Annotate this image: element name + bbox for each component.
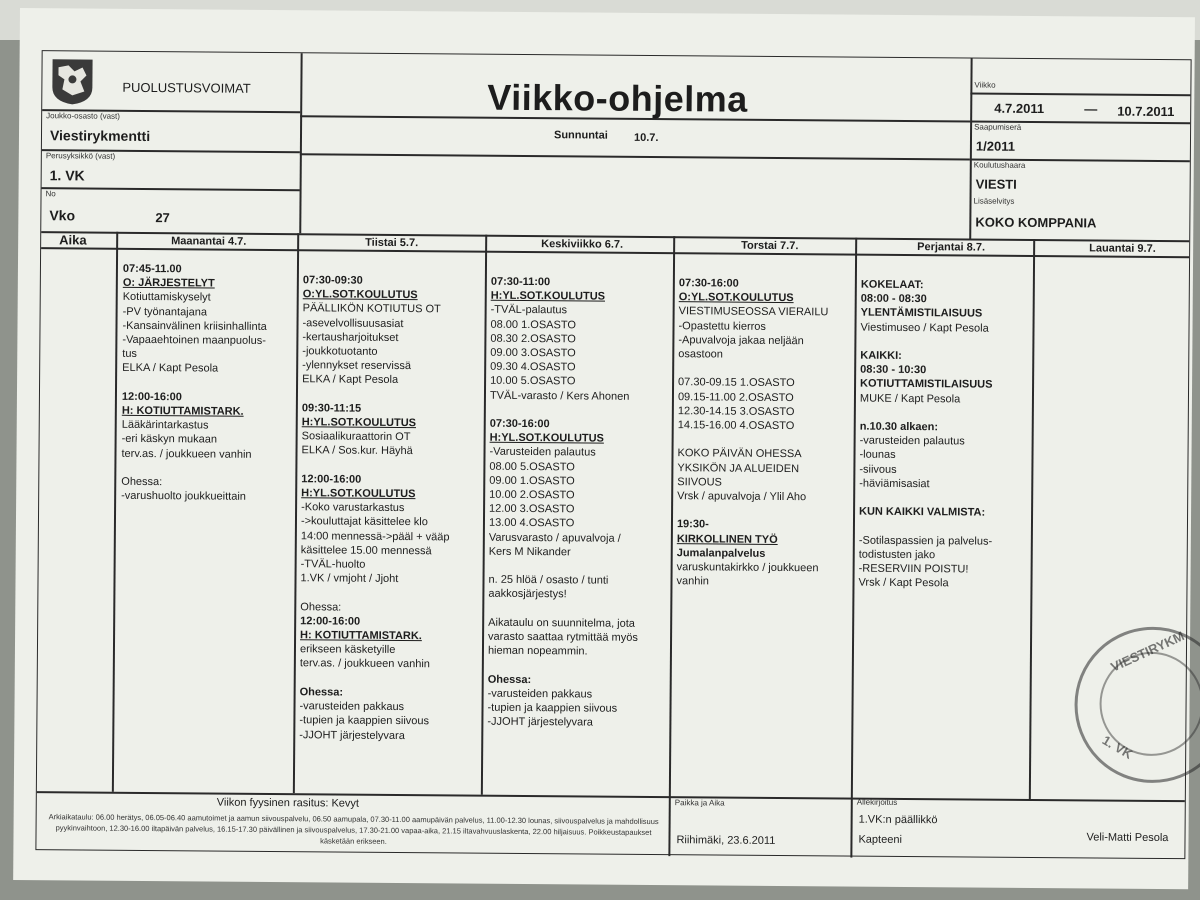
schedule-line: varuskuntakirkko / joukkueen bbox=[676, 561, 819, 575]
schedule-line: -Kansainvälinen kriisinhallinta bbox=[122, 319, 267, 333]
schedule-line: -varusteiden pakkaus bbox=[487, 687, 593, 701]
thursday-column bbox=[676, 276, 828, 590]
schedule-line: -Sotilaspassien ja palvelus- bbox=[858, 534, 993, 548]
schedule-line: Ohessa: bbox=[299, 686, 344, 699]
schedule-line: terv.as. / joukkueen vanhin bbox=[299, 657, 430, 671]
schedule-line bbox=[490, 403, 640, 418]
schedule-line: -siivous bbox=[859, 463, 897, 476]
divider bbox=[970, 92, 1190, 95]
schedule-line: 12.00 3.OSASTO bbox=[489, 502, 575, 516]
schedule-line: 09.00 3.OSASTO bbox=[490, 346, 576, 360]
schedule-line: -varusteiden palautus bbox=[859, 434, 965, 448]
schedule-line: -TVÄL-palautus bbox=[490, 304, 568, 317]
monday-column bbox=[121, 262, 267, 505]
schedule-line bbox=[860, 405, 993, 420]
day-header-wednesday: Keskiviikko 6.7. bbox=[541, 238, 624, 251]
tuesday-column bbox=[299, 273, 451, 743]
divider bbox=[850, 238, 856, 858]
schedule-line: KOTIUTTAMISTILAISUUS bbox=[860, 378, 993, 392]
week-number: 27 bbox=[155, 210, 170, 226]
schedule-line: n. 25 hlöä / osasto / tunti bbox=[488, 573, 609, 587]
schedule-line: 07:30-09:30 bbox=[302, 274, 363, 287]
signer-title: 1.VK:n päällikkö bbox=[858, 813, 938, 827]
week-label: Vko bbox=[49, 207, 76, 224]
schedule-line: varasto saattaa rytmittää myös bbox=[488, 630, 638, 644]
schedule-line: VIESTIMUSEOSSA VIERAILU bbox=[678, 305, 829, 319]
schedule-line bbox=[301, 458, 450, 473]
schedule-line: YLENTÄMISTILAISUUS bbox=[860, 307, 983, 320]
schedule-line: 07:30-11:00 bbox=[490, 275, 551, 289]
physical-load: Viikon fyysinen rasitus: Kevyt bbox=[216, 796, 360, 810]
schedule-line: -asevelvollisuusasiat bbox=[302, 316, 404, 330]
schedule-line: 09.15-11.00 2.OSASTO bbox=[677, 390, 794, 404]
schedule-line: KIRKOLLINEN TYÖ bbox=[676, 532, 778, 546]
schedule-line: KUN KAIKKI VALMISTA: bbox=[859, 505, 986, 519]
divider bbox=[37, 791, 1185, 802]
week-caption: Viikko bbox=[974, 80, 996, 90]
schedule-line: tus bbox=[122, 348, 138, 361]
day-header-monday: Maanantai 4.7. bbox=[171, 235, 247, 248]
schedule-line: -JJOHT järjestelyvara bbox=[299, 728, 405, 742]
schedule-line bbox=[122, 375, 266, 390]
schedule-line: erikseen käsketyille bbox=[299, 643, 396, 657]
sunday-date: 10.7. bbox=[633, 131, 659, 145]
schedule-line: vanhin bbox=[676, 575, 709, 588]
stamp-text: 1. VK bbox=[1099, 732, 1136, 762]
schedule-line: H:YL.SOT.KOULUTUS bbox=[489, 431, 604, 445]
schedule-line: H:YL.SOT.KOULUTUS bbox=[490, 289, 606, 303]
sender-caption: Saapumiserä bbox=[974, 122, 1022, 132]
schedule-line bbox=[302, 387, 451, 402]
schedule-line: KOKELAAT: bbox=[860, 278, 924, 292]
schedule-line: ELKA / Kapt Pesola bbox=[302, 373, 399, 387]
wednesday-column bbox=[487, 275, 640, 731]
week-start-date: 4.7.2011 bbox=[994, 100, 1045, 117]
lion-crest-icon bbox=[50, 57, 94, 105]
schedule-line: hieman nopeammin. bbox=[487, 644, 588, 658]
schedule-line: 08:00 - 08:30 bbox=[860, 292, 927, 306]
schedule-line: -Opastettu kierros bbox=[678, 319, 766, 333]
schedule-line: Ohessa: bbox=[487, 673, 532, 686]
time-header: Aika bbox=[59, 232, 87, 248]
schedule-line: 08.00 5.OSASTO bbox=[489, 460, 575, 474]
day-header-friday: Perjantai 8.7. bbox=[917, 241, 986, 254]
page-title: Viikko-ohjelma bbox=[487, 76, 748, 120]
schedule-line: -Apuvalvoja jakaa neljään bbox=[678, 333, 804, 347]
schedule-line: O:YL.SOT.KOULUTUS bbox=[302, 288, 418, 302]
schedule-line: -Koko varustarkastus bbox=[301, 501, 405, 515]
schedule-line: osastoon bbox=[678, 348, 724, 361]
daily-routine: Arkiaikataulu: 06.00 herätys, 06.05-06.40 aamutoimet ja aamun siivouspalvelu, 06.50 aamupala, 07.30-11.00 aamupäivän palvelus, 11.00-12.30 lounas, siivouspalvelus ja mahdollisuus pyykinvaihtoon, 12.30-16.00 iltapäivän palvelus, 16.15-17.30 päivällinen ja siivouspalvelus, 17.30-21.00 vapaa-aika, 21.15 iltavahvuuslaskenta, 22.00 hiljaisuus. Poikkeustapaukset käsketään erikseen. bbox=[48, 812, 659, 846]
signature-caption: Allekirjoitus bbox=[856, 797, 898, 807]
schedule-line: PÄÄLLIKÖN KOTIUTUS OT bbox=[302, 302, 441, 316]
schedule-line: 08:30 - 10:30 bbox=[860, 363, 927, 377]
schedule-line: -TVÄL-huolto bbox=[300, 558, 366, 571]
schedule-line: 07.30-09.15 1.OSASTO bbox=[678, 376, 795, 390]
schedule-line: 19:30- bbox=[676, 518, 709, 531]
schedule-line: 12:00-16:00 bbox=[301, 473, 362, 486]
extra-caption: Lisäselvitys bbox=[973, 196, 1015, 206]
schedule-line: Varusvarasto / apuvalvoja / bbox=[488, 531, 621, 545]
schedule-line: -tupien ja kaappien siivous bbox=[487, 701, 618, 715]
schedule-line: Jumalanpalvelus bbox=[676, 547, 766, 560]
schedule-line: todistusten jako bbox=[858, 548, 936, 562]
schedule-line: -varushuolto joukkueittain bbox=[121, 490, 246, 504]
schedule-line: -häviämisasiat bbox=[859, 477, 930, 491]
schedule-line: -joukkotuotanto bbox=[302, 345, 378, 358]
document-number: 1/2011 bbox=[975, 138, 1016, 154]
schedule-line: H:YL.SOT.KOULUTUS bbox=[301, 416, 417, 430]
schedule-line bbox=[488, 658, 638, 673]
place-date: Riihimäki, 23.6.2011 bbox=[676, 834, 776, 847]
place-caption: Paikka ja Aika bbox=[674, 798, 725, 808]
schedule-line: -RESERVIIN POISTU! bbox=[858, 562, 969, 576]
divider bbox=[481, 235, 487, 795]
subunit-value: 1. VK bbox=[49, 167, 85, 184]
schedule-line bbox=[121, 461, 265, 476]
schedule-line: H: KOTIUTTAMISTARK. bbox=[300, 629, 422, 643]
schedule-line: -Varusteiden palautus bbox=[489, 446, 596, 459]
organization-name: PUOLUSTUSVOIMAT bbox=[122, 79, 251, 96]
divider bbox=[300, 153, 970, 160]
schedule-line bbox=[859, 519, 992, 534]
divider bbox=[668, 236, 674, 856]
schedule-line: H:YL.SOT.KOULUTUS bbox=[301, 487, 416, 501]
branch-value: VIESTI bbox=[975, 176, 1017, 192]
schedule-line: 09.00 1.OSASTO bbox=[489, 474, 575, 488]
branch-caption: Koulutushaara bbox=[973, 160, 1026, 170]
day-header-saturday: Lauantai 9.7. bbox=[1089, 242, 1156, 255]
schedule-line: ->kouluttajat käsittelee klo bbox=[300, 515, 428, 529]
extra-value: KOKO KOMPPANIA bbox=[975, 214, 1097, 231]
unit-value: Viestirykmentti bbox=[49, 127, 151, 145]
number-caption: No bbox=[45, 189, 56, 199]
schedule-line bbox=[300, 671, 449, 686]
schedule-line: 10.00 2.OSASTO bbox=[489, 488, 575, 502]
schedule-line: -PV työnantajana bbox=[122, 305, 208, 319]
divider bbox=[293, 233, 299, 793]
sunday-label: Sunnuntai bbox=[553, 129, 608, 142]
signer-rank: Kapteeni bbox=[858, 833, 902, 846]
schedule-line: aakkosjärjestys! bbox=[488, 588, 567, 601]
stamp-text: VIESTIRYKM bbox=[1108, 628, 1187, 675]
date-separator: — bbox=[1084, 101, 1098, 117]
schedule-line bbox=[677, 503, 827, 518]
schedule-line: -lounas bbox=[859, 449, 896, 462]
divider bbox=[1029, 239, 1035, 799]
schedule-line: -eri käskyn mukaan bbox=[121, 433, 218, 446]
schedule-line: -Vapaaehtoinen maanpuolus- bbox=[122, 333, 266, 347]
week-end-date: 10.7.2011 bbox=[1117, 103, 1175, 120]
divider bbox=[969, 58, 972, 238]
schedule-line: 10.00 5.OSASTO bbox=[490, 375, 576, 388]
schedule-line bbox=[300, 586, 449, 601]
schedule-line: n.10.30 alkaen: bbox=[859, 420, 939, 434]
schedule-line: -ylennykset reservissä bbox=[302, 359, 412, 373]
schedule-line bbox=[678, 432, 828, 447]
schedule-line: 12:00-16:00 bbox=[300, 615, 361, 628]
schedule-line: Vrsk / apuvalvoja / Ylil Aho bbox=[677, 490, 807, 504]
schedule-line bbox=[859, 491, 992, 506]
schedule-line bbox=[488, 601, 638, 616]
schedule-line: MUKE / Kapt Pesola bbox=[859, 392, 961, 406]
weekly-schedule-form bbox=[35, 50, 1191, 859]
day-header-tuesday: Tiistai 5.7. bbox=[365, 236, 419, 250]
schedule-line: 08.30 2.OSASTO bbox=[490, 332, 576, 346]
schedule-line: terv.as. / joukkueen vanhin bbox=[121, 447, 252, 461]
schedule-line: 07:45-11.00 bbox=[122, 262, 182, 276]
schedule-line: 09:30-11:15 bbox=[301, 402, 362, 415]
schedule-line: Viestimuseo / Kapt Pesola bbox=[860, 321, 989, 335]
schedule-line bbox=[678, 361, 828, 376]
friday-column bbox=[858, 278, 994, 592]
schedule-line: 07:30-16:00 bbox=[489, 417, 550, 431]
schedule-line: O: JÄRJESTELYT bbox=[122, 277, 215, 290]
schedule-line bbox=[489, 559, 639, 574]
schedule-line: TVÄL-varasto / Kers Ahonen bbox=[489, 389, 630, 403]
divider bbox=[112, 232, 118, 792]
schedule-line: 14.15-16.00 4.OSASTO bbox=[677, 419, 795, 433]
schedule-line: 08.00 1.OSASTO bbox=[490, 318, 576, 331]
schedule-line: Aikataulu on suunnitelma, jota bbox=[488, 616, 635, 630]
schedule-line: -kertausharjoitukset bbox=[302, 331, 399, 344]
schedule-line: 09.30 4.OSASTO bbox=[490, 360, 576, 374]
subunit-caption: Perusyksikkö (vast) bbox=[45, 151, 116, 161]
signer-name: Veli-Matti Pesola bbox=[1086, 831, 1169, 845]
schedule-line: käsittelee 15.00 mennessä bbox=[300, 544, 432, 558]
day-header-thursday: Torstai 7.7. bbox=[741, 239, 799, 253]
schedule-line: SIIVOUS bbox=[677, 476, 722, 489]
schedule-line: KAIKKI: bbox=[860, 349, 902, 362]
schedule-line: 1.VK / vmjoht / Jjoht bbox=[300, 572, 399, 586]
divider bbox=[299, 53, 302, 233]
schedule-line: YKSIKÖN JA ALUEIDEN bbox=[677, 461, 800, 475]
divider bbox=[42, 187, 300, 191]
schedule-line bbox=[860, 334, 993, 349]
schedule-line: 13.00 4.OSASTO bbox=[488, 517, 575, 530]
schedule-line: -JJOHT järjestelyvara bbox=[487, 715, 593, 729]
schedule-line: 12:00-16:00 bbox=[121, 390, 182, 404]
schedule-line: 12.30-14.15 3.OSASTO bbox=[677, 405, 795, 418]
schedule-line: Kers M Nikander bbox=[488, 545, 571, 559]
document-page bbox=[13, 8, 1195, 889]
schedule-line: ELKA / Kapt Pesola bbox=[122, 362, 219, 375]
schedule-line: Ohessa: bbox=[121, 475, 163, 489]
schedule-line: -tupien ja kaappien siivous bbox=[299, 714, 430, 728]
schedule-line: 14:00 mennessä->pääl + vääp bbox=[300, 529, 450, 544]
unit-caption: Joukko-osasto (vast) bbox=[46, 111, 121, 121]
schedule-line: Sosiaalikuraattorin OT bbox=[301, 430, 411, 444]
schedule-line: ELKA / Sos.kur. Häyhä bbox=[301, 444, 413, 458]
schedule-line: Lääkärintarkastus bbox=[121, 419, 209, 432]
schedule-line: -varusteiden pakkaus bbox=[299, 700, 405, 714]
schedule-line: KOKO PÄIVÄN OHESSA bbox=[677, 447, 802, 461]
schedule-line: O:YL.SOT.KOULUTUS bbox=[678, 291, 794, 305]
schedule-line: 07:30-16:00 bbox=[678, 277, 739, 290]
schedule-line: Ohessa: bbox=[300, 600, 342, 614]
schedule-line: Vrsk / Kapt Pesola bbox=[858, 576, 949, 590]
schedule-line: Kotiuttamiskyselyt bbox=[122, 291, 211, 304]
schedule-line: H: KOTIUTTAMISTARK. bbox=[121, 404, 244, 418]
